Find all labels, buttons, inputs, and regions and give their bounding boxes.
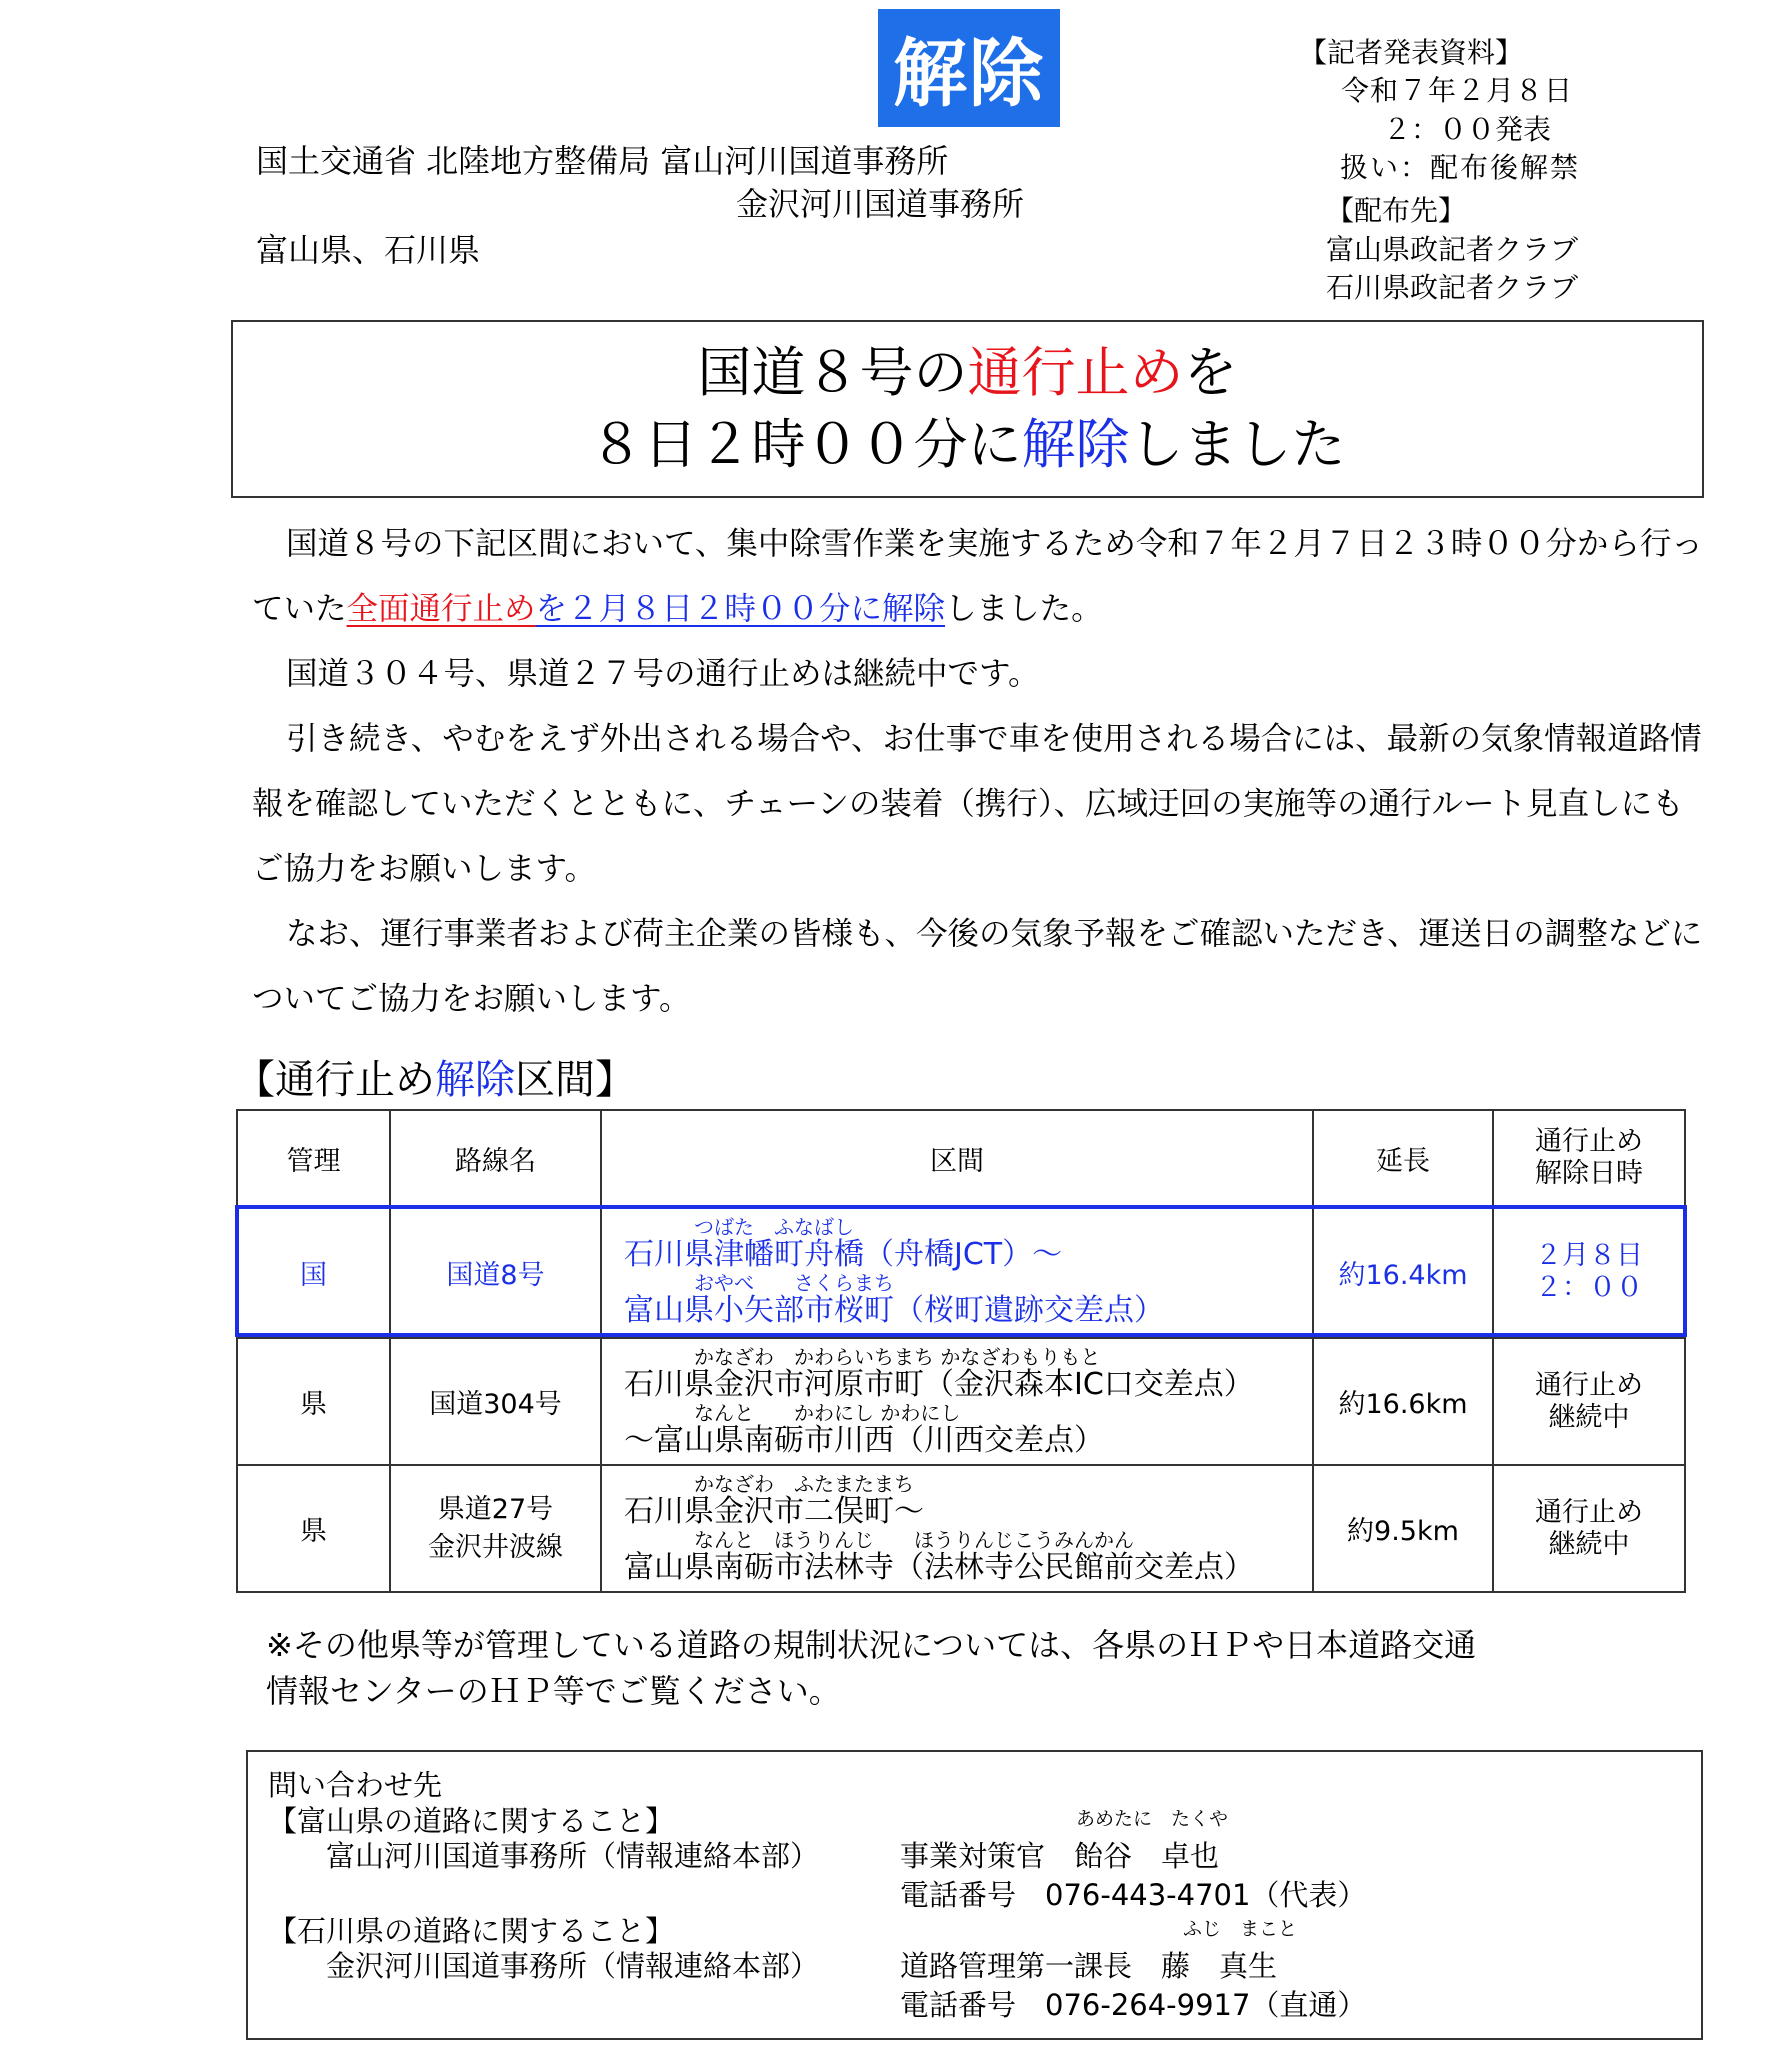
- header-route: 路線名: [390, 1110, 601, 1206]
- contact-box: [246, 1750, 1703, 2040]
- toyama-person: 事業対策官 飴谷 卓也: [900, 1839, 1220, 1873]
- paragraph-3: 引き続き、やむをえず外出される場合や、お仕事で車を使用される場合には、最新の気象情報道路情報を確認していただくとともに、チェーンの装着（携行）、広域迂回の実施等の通行ルート見直しにもご協力をお願いします。: [252, 721, 1702, 887]
- release-time-text: ２月８日２時００分に解除: [567, 591, 946, 627]
- note-line-2: 情報センターのＨＰ等でご覧ください。: [266, 1672, 841, 1710]
- headline-text: を: [1183, 341, 1238, 404]
- table-header-row: [237, 1110, 1685, 1206]
- toyama-ruby: あめたに たくや: [1076, 1808, 1229, 1830]
- issuer-line-1: 国土交通省 北陸地方整備局 富山河川国道事務所: [256, 142, 949, 180]
- paragraph-4: なお、運行事業者および荷主企業の皆様も、今後の気象予報をご確認いただき、運送日の調整などについてご協力をお願いします。: [252, 916, 1703, 1017]
- issuer-line-3: 富山県、石川県: [256, 231, 481, 269]
- row-section: かなざわ かわらいちまち かなざわもりもと 石川県金沢市河原市町（金沢森本IC口交差点） なんと かわにし かわにし ～富山県南砺市川西（川西交差点）: [601, 1338, 1313, 1465]
- press-date: 令和７年２月８日: [1341, 74, 1574, 107]
- ishikawa-office: 金沢河川国道事務所（情報連絡本部）: [326, 1949, 820, 1983]
- press-handling: 扱い：配布後解禁: [1340, 151, 1581, 184]
- toyama-office: 富山河川国道事務所（情報連絡本部）: [326, 1839, 820, 1873]
- row-admin: 県: [237, 1465, 390, 1592]
- ishikawa-ruby: ふじ まこと: [1183, 1918, 1298, 1940]
- distribution-1: 富山県政記者クラブ: [1326, 233, 1579, 266]
- row-admin: 県: [237, 1338, 390, 1465]
- toyama-heading: 【富山県の道路に関すること】: [268, 1804, 675, 1838]
- paragraph-2: 国道３０４号、県道２７号の通行止めは継続中です。: [286, 656, 1040, 692]
- press-type: 【記者発表資料】: [1299, 36, 1524, 69]
- issuer-line-2: 金沢河川国道事務所: [736, 185, 1025, 223]
- row-length: 約16.4km: [1313, 1206, 1493, 1338]
- header-status: 通行止め 解除日時: [1493, 1110, 1685, 1206]
- closure-table: [236, 1109, 1686, 1593]
- headline-box: [231, 320, 1704, 498]
- ishikawa-person: 道路管理第一課長 藤 真生: [900, 1949, 1278, 1983]
- headline-line-1: [233, 337, 1702, 409]
- paragraph-1: 国道８号の下記区間において、集中除雪作業を実施するため令和７年２月７日２３時００分から行っていた全面通行止めを２月８日２時００分に解除しました。: [252, 526, 1703, 627]
- row-section: つばた ふなばし 石川県津幡町舟橋（舟橋JCT）～ おやべ さくらまち 富山県小矢部市桜町（桜町遺跡交差点）: [601, 1206, 1313, 1338]
- ishikawa-heading: 【石川県の道路に関すること】: [268, 1914, 675, 1948]
- toyama-phone: 電話番号 076-443-4701（代表）: [900, 1878, 1367, 1912]
- headline-release: 解除: [1021, 413, 1130, 476]
- row-status: ２月８日 ２：００: [1493, 1206, 1685, 1338]
- row-status: 通行止め 継続中: [1493, 1338, 1685, 1465]
- note-line-1: ※その他県等が管理している道路の規制状況については、各県のＨＰや日本道路交通: [266, 1626, 1477, 1664]
- full-closure-text: 全面通行止め: [346, 591, 536, 627]
- header-admin: 管理: [237, 1110, 390, 1206]
- distribution-label: 【配布先】: [1326, 194, 1467, 227]
- release-stamp: 解除: [878, 9, 1060, 127]
- row-length: 約16.6km: [1313, 1338, 1493, 1465]
- headline-text: ８日２時００分に: [589, 413, 1022, 476]
- header-length: 延長: [1313, 1110, 1493, 1206]
- contact-title: 問い合わせ先: [268, 1768, 443, 1802]
- row-route: 県道27号 金沢井波線: [390, 1465, 601, 1592]
- headline-text: 国道８号の: [697, 341, 968, 404]
- row-length: 約9.5km: [1313, 1465, 1493, 1592]
- header-section: 区間: [601, 1110, 1313, 1206]
- row-admin: 国: [237, 1206, 390, 1338]
- table-row: [237, 1338, 1685, 1465]
- headline-line-2: [233, 409, 1702, 481]
- row-route: 国道304号: [390, 1338, 601, 1465]
- row-status: 通行止め 継続中: [1493, 1465, 1685, 1592]
- table-row: [237, 1465, 1685, 1592]
- headline-closure: 通行止め: [967, 341, 1184, 404]
- table-row: [237, 1206, 1685, 1338]
- row-section: かなざわ ふたまたまち 石川県金沢市二俣町～ なんと ほうりんじ ほうりんじこうみんかん 富山県南砺市法林寺（法林寺公民館前交差点）: [601, 1465, 1313, 1592]
- body-text: [252, 512, 1712, 1032]
- headline-text: しました: [1129, 413, 1346, 476]
- distribution-2: 石川県政記者クラブ: [1326, 271, 1579, 304]
- ishikawa-phone: 電話番号 076-264-9917（直通）: [900, 1988, 1367, 2022]
- row-route: 国道8号: [390, 1206, 601, 1338]
- section-heading: 【通行止め解除区間】: [235, 1057, 635, 1103]
- other-roads-note: [266, 1622, 1476, 1714]
- press-time: ２：００発表: [1383, 113, 1552, 146]
